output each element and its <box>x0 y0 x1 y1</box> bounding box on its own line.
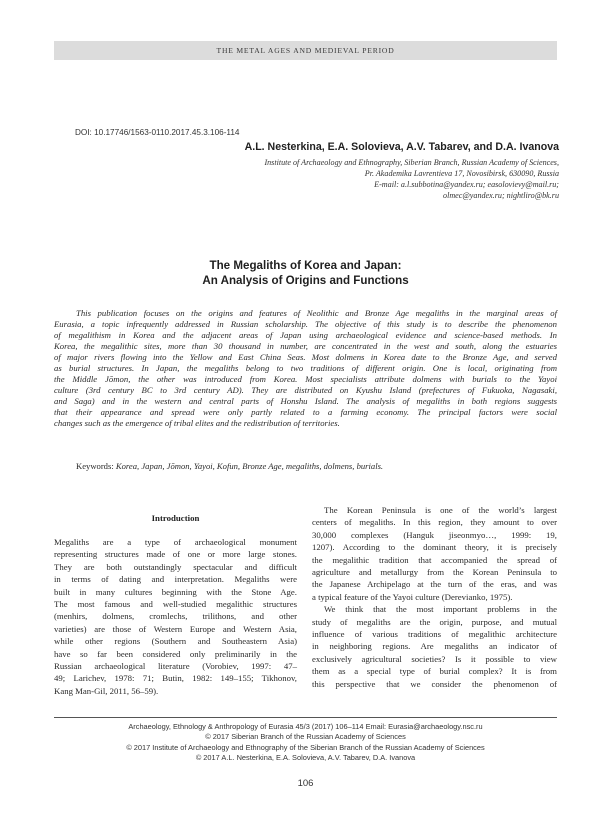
body-line: Kang Man-Gil, 2011, 56–59). <box>54 685 159 696</box>
journal-info: Archaeology, Ethnology & Anthropology of Eurasia 45/3 (2017) 106–114 Email: Eurasia@archaeology.nsc.ru <box>128 722 483 731</box>
body-line: study of megaliths are the origin, purpose, and mutual <box>312 616 557 627</box>
abstract-line: Eurasia, a topic infrequently addressed in Russian scholarship. The objective of this study is to describe the phenomenon <box>54 319 557 330</box>
footer-divider <box>54 717 557 718</box>
body-line: They are both outstandingly spectacular and difficult <box>54 561 297 572</box>
body-line: have so far been considered only preliminarily in the <box>54 648 297 659</box>
section-title: THE METAL AGES AND MEDIEVAL PERIOD <box>216 46 395 55</box>
copyright-line: © 2017 Institute of Archaeology and Ethnography of the Siberian Branch of the Russian Academy of Sciences <box>126 742 485 752</box>
affiliation-email-line[interactable]: olmec@yandex.ru; nightliro@bk.ru <box>443 191 559 200</box>
keywords-label: Keywords: <box>76 461 114 471</box>
body-line: a typical feature of the Yayoi culture (Derevianko, 1975). <box>312 591 513 602</box>
keywords-value: Korea, Japan, Jōmon, Yayoi, Kofun, Bronze Age, megaliths, dolmens, burials. <box>115 461 384 471</box>
page-number: 106 <box>297 778 314 789</box>
abstract-line: culture (3rd century BC to 3rd century AD). They are distributed on Kyushu Island (prefectures of Fukuoka, Nagasaki, <box>54 385 557 396</box>
abstract-line: changes such as the emergence of tribal elites and the redistribution of territories. <box>54 418 340 429</box>
body-line: representing structures made of one or more large stones. <box>54 549 297 560</box>
copyright-line: © 2017 A.L. Nesterkina, E.A. Solovieva, A.V. Tabarev, D.A. Ivanova <box>195 752 416 762</box>
body-line: the Japanese Archipelago at the turn of the eras, and was <box>312 579 557 590</box>
body-line: We think that the most important problems in the <box>324 604 557 615</box>
affiliation-email-line[interactable]: E-mail: a.l.subbotina@yandex.ru; easolovievy@mail.ru; <box>374 180 559 189</box>
body-line: this perspective that we consider the phenomenon of <box>312 678 557 689</box>
body-line: centers of megaliths. In this region, they amount to over <box>312 517 557 528</box>
body-line: the megalithic tradition that accompanied the spread of <box>312 554 557 565</box>
title-line: The Megaliths of Korea and Japan: <box>209 259 402 272</box>
right-column <box>312 504 557 690</box>
body-line: Russian archaeological literature (Vorobiev, 1997: 47– <box>54 661 297 672</box>
keywords <box>76 461 383 471</box>
affiliation-line: Institute of Archaeology and Ethnography, Siberian Branch, Russian Academy of Sciences, <box>264 158 559 167</box>
abstract-line: the Middle Jōmon, the other was introduced from Korea. Most specialists attribute dolmens with burials to the Yayoi <box>54 374 557 385</box>
body-line: The Korean Peninsula is one of the world’s largest <box>324 505 557 515</box>
left-column <box>54 536 297 697</box>
footer <box>54 722 557 763</box>
body-line: in terms of dating and interpretation. Megaliths were <box>54 574 297 585</box>
section-banner <box>54 41 557 60</box>
body-line: built in many cultures beginning with the Stone Age. <box>54 586 297 597</box>
paper-title <box>54 258 557 288</box>
body-line: 30,000 complexes (Hanguk jiseonmyo…, 1999: 19, <box>312 529 557 540</box>
body-line: 49; Larichev, 1978: 71; Butin, 1982: 149–155; Tikhonov, <box>54 673 297 684</box>
body-line: agriculture and metallurgy from the Korean Peninsula to <box>312 567 557 578</box>
copyright-line: © 2017 Siberian Branch of the Russian Academy of Sciences <box>205 732 406 742</box>
title-line: An Analysis of Origins and Functions <box>202 274 409 287</box>
doi[interactable]: DOI: 10.17746/1563-0110.2017.45.3.106-114 <box>75 128 240 137</box>
abstract <box>54 308 557 430</box>
body-line: varieties) are those of Western Europe and Western Asia, <box>54 623 297 634</box>
body-line: exclusively agricultural societies? Is it possible to view <box>312 653 557 664</box>
body-line: (menhirs, dolmens, cromlechs, trilithons, and other <box>54 611 297 622</box>
affiliation-line: Pr. Akademika Lavrentieva 17, Novosibirsk, 630090, Russia <box>364 169 559 178</box>
abstract-line: of megalithism in Korea and the adjacent areas of Japan using archaeological evidence and science-based methods. In <box>54 330 557 341</box>
body-line: while other regions (Southern and Southeastern Asia) <box>54 636 297 647</box>
body-line: 1207). According to the dominant theory, it is precisely <box>312 542 557 553</box>
body-line: Megaliths are a type of archaeological monument <box>54 537 297 547</box>
abstract-line: and Saga) and in the western and central parts of Honshu Island. The analysis of megaliths in both regions suggests <box>54 396 557 407</box>
body-line: in neighboring regions. Are megaliths an indicator of <box>312 641 557 652</box>
authors: A.L. Nesterkina, E.A. Solovieva, A.V. Tabarev, and D.A. Ivanova <box>244 141 559 153</box>
body-line: influence of various traditions of megalithic architecture <box>312 629 557 640</box>
abstract-line: of major rivers flowing into the Yellow and East China Seas. Most dolmens in Korea date to the Bronze Age, and served <box>54 352 557 363</box>
body-line: The most famous and well-studied megalithic structures <box>54 599 297 610</box>
abstract-line: Korea, the megalithic sites, more than 30 thousand in number, are concentrated in the west and south, along the estuaries <box>54 341 557 352</box>
affiliation <box>139 157 559 201</box>
abstract-line: as burial structures. In Japan, the megaliths belong to two traditions of different origin. One is local, originating from <box>54 363 557 374</box>
abstract-line: that their appearance and spread were only partly related to a farming economy. The principal factors were social <box>54 407 557 418</box>
abstract-line: This publication focuses on the origins and features of Neolithic and Bronze Age megaliths in the marginal areas of <box>76 308 557 318</box>
body-line: them as a special type of burial complex? It is from <box>312 666 557 677</box>
introduction-heading: Introduction <box>151 513 200 523</box>
